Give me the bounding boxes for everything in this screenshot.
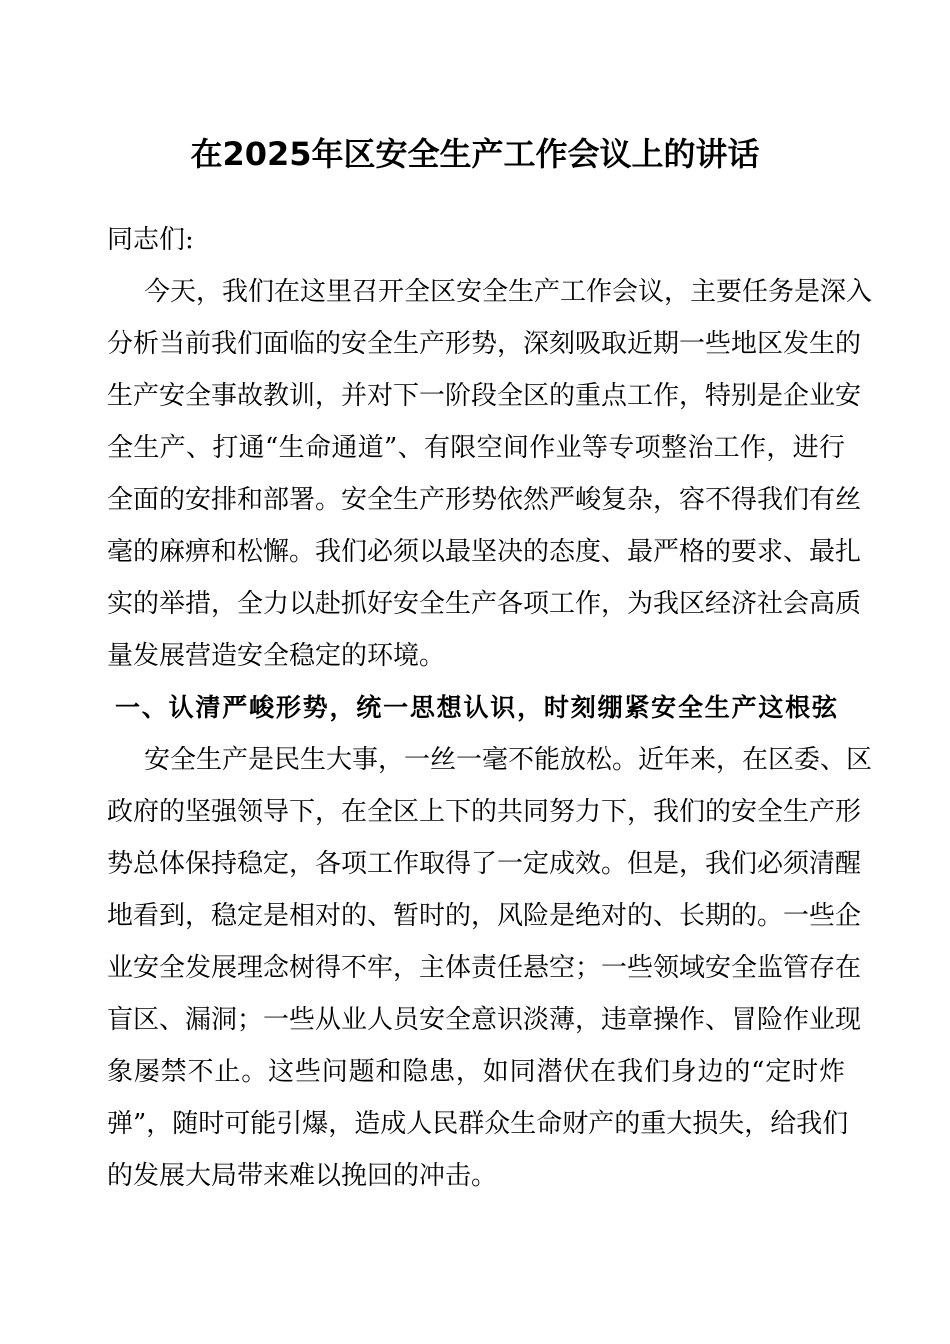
document-title: 在2025年区安全生产工作会议上的讲话 bbox=[190, 135, 760, 173]
salutation: 同志们: bbox=[107, 225, 194, 255]
paragraph-line: 安全生产是民生大事，一丝一毫不能放松。近年来，在区委、区 bbox=[144, 745, 873, 775]
paragraph-line: 业安全发展理念树得不牢，主体责任悬空；一些领域安全监管存在 bbox=[107, 953, 862, 983]
paragraph-line: 盲区、漏洞；一些从业人员安全意识淡薄，违章操作、冒险作业现 bbox=[107, 1005, 862, 1035]
paragraph-line: 势总体保持稳定，各项工作取得了一定成效。但是，我们必须清醒 bbox=[107, 849, 862, 879]
paragraph-1 bbox=[107, 266, 873, 682]
paragraph-2 bbox=[107, 734, 873, 1202]
paragraph-line: 实的举措，全力以赴抓好安全生产各项工作，为我区经济社会高质 bbox=[107, 589, 862, 619]
paragraph-line: 毫的麻痹和松懈。我们必须以最坚决的态度、最严格的要求、最扎 bbox=[107, 537, 862, 567]
paragraph-line: 量发展营造安全稳定的环境。 bbox=[107, 641, 446, 671]
paragraph-line: 全面的安排和部署。安全生产形势依然严峻复杂，容不得我们有丝 bbox=[107, 485, 862, 515]
paragraph-line: 象屡禁不止。这些问题和隐患，如同潜伏在我们身边的“定时炸 bbox=[107, 1057, 845, 1087]
document-body bbox=[107, 214, 873, 1202]
paragraph-line: 的发展大局带来难以挽回的冲击。 bbox=[107, 1161, 498, 1191]
paragraph-line: 地看到，稳定是相对的、暂时的，风险是绝对的、长期的。一些企 bbox=[107, 901, 862, 931]
paragraph-line: 分析当前我们面临的安全生产形势，深刻吸取近期一些地区发生的 bbox=[107, 329, 862, 359]
paragraph-line: 弹”，随时可能引爆，造成人民群众生命财产的重大损失，给我们 bbox=[107, 1109, 849, 1139]
section-heading-1: 一、认清严峻形势，统一思想认识，时刻绷紧安全生产这根弦 bbox=[115, 693, 837, 722]
paragraph-line: 生产安全事故教训，并对下一阶段全区的重点工作，特别是企业安 bbox=[107, 381, 862, 411]
paragraph-line: 全生产、打通“生命通道”、有限空间作业等专项整治工作，进行 bbox=[107, 433, 845, 463]
paragraph-line: 今天，我们在这里召开全区安全生产工作会议，主要任务是深入 bbox=[144, 277, 873, 307]
paragraph-line: 政府的坚强领导下，在全区上下的共同努力下，我们的安全生产形 bbox=[107, 797, 862, 827]
